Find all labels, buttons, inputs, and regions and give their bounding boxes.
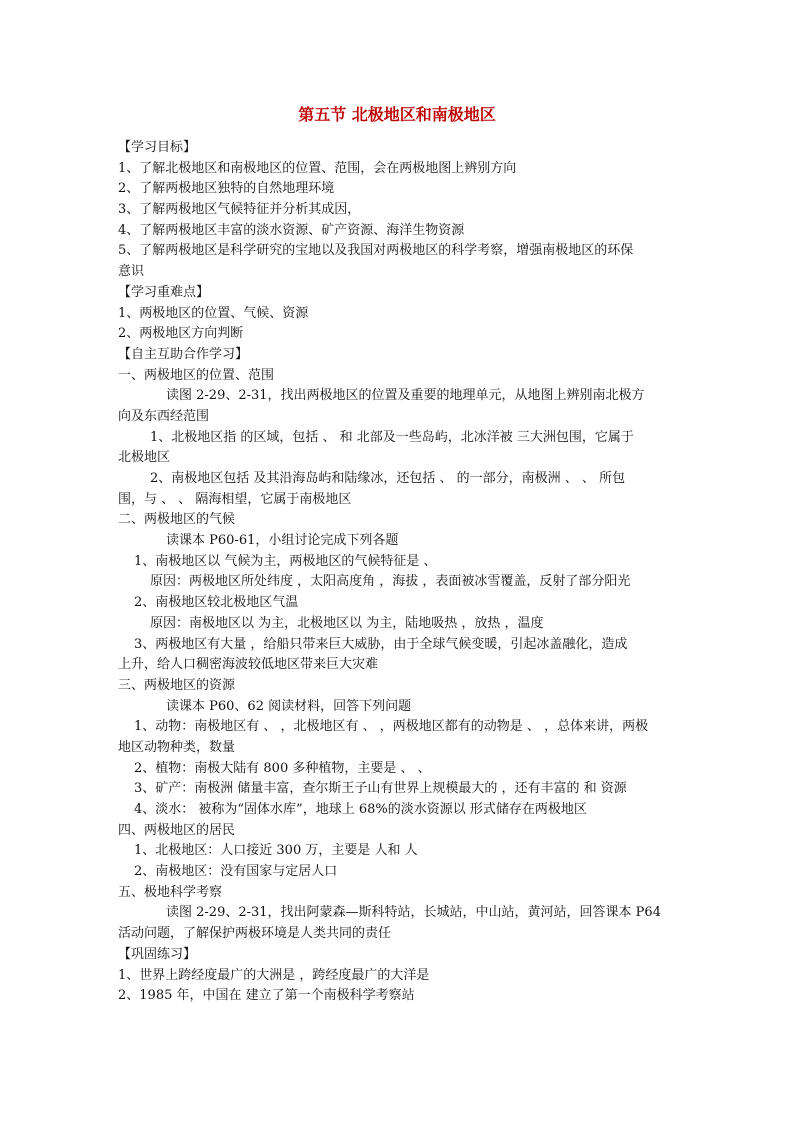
- question-item-continued: 地区动物种类，数量: [118, 739, 236, 755]
- key-point-item: 1、两极地区的位置、气候、资源: [118, 305, 309, 321]
- practice-item: 2、1985 年，中国在 建立了第一个南极科学考察站: [118, 988, 415, 1004]
- part-heading-climate: 二、两极地区的气候: [118, 512, 236, 528]
- objective-item: 3、了解两极地区气候特征并分析其成因，: [118, 202, 361, 218]
- reason-text: 原因：南极地区以 为主，北极地区以 为主，陆地吸热 ，放热 ，温度: [150, 615, 544, 631]
- key-point-item: 2、两极地区方向判断: [118, 326, 244, 342]
- question-item-continued: 上升，给人口稠密海波较低地区带来巨大灾难: [118, 657, 379, 673]
- question-item: 2、南极地区较北极地区气温: [134, 595, 299, 611]
- instruction-text-continued: 活动问题，了解保护两极环境是人类共同的责任: [118, 926, 392, 942]
- question-item: 1、北极地区指 的区域，包括 、 和 北部及一些岛屿，北冰洋被 三大洲包围，它属于: [150, 429, 634, 445]
- part-heading-research: 五、极地科学考察: [118, 884, 223, 900]
- instruction-text: 读图 2-29、2-31，找出两极地区的位置及重要的地理单元，从地图上辨别南北极方: [166, 388, 645, 404]
- part-heading-location: 一、两极地区的位置、范围: [118, 367, 275, 383]
- section-heading-practice: 【巩固练习】: [118, 946, 197, 962]
- objective-item: 5、了解两极地区是科学研究的宝地以及我国对两极地区的科学考察，增强南极地区的环保: [118, 243, 634, 259]
- page-title: 第五节 北极地区和南极地区: [298, 105, 496, 124]
- objective-item-continued: 意识: [118, 264, 145, 280]
- document-body: [118, 138, 678, 1007]
- instruction-text: 读课本 P60-61，小组讨论完成下列各题: [166, 533, 399, 549]
- objective-item: 1、了解北极地区和南极地区的位置、范围，会在两极地图上辨别方向: [118, 160, 517, 176]
- part-heading-residents: 四、两极地区的居民: [118, 822, 236, 838]
- section-heading-cooperative-study: 【自主互助合作学习】: [118, 346, 249, 362]
- instruction-text-continued: 向及东西经范围: [118, 408, 210, 424]
- instruction-text: 读课本 P60、62 阅读材料，回答下列问题: [166, 698, 412, 714]
- question-item: 2、南极地区包括 及其沿海岛屿和陆缘冰，还包括 、 的一部分，南极洲 、 、 所包: [150, 471, 626, 486]
- objective-item: 2、了解两极地区独特的自然地理环境: [118, 181, 335, 197]
- part-heading-resources: 三、两极地区的资源: [118, 677, 236, 693]
- question-item: 3、两极地区有大量 ，给船只带来巨大威胁，由于全球气候变暖，引起冰盖融化，造成: [134, 636, 628, 652]
- question-item: 2、南极地区：没有国家与定居人口: [134, 864, 338, 880]
- reason-text: 原因：两极地区所处纬度 ，太阳高度角 ，海拔 ，表面被冰雪覆盖，反射了部分阳光: [150, 574, 631, 590]
- question-item: 2、植物：南极大陆有 800 多种植物，主要是 、 、: [134, 760, 431, 776]
- question-item: 4、淡水： 被称为“固体水库”，地球上 68%的淡水资源以 形式储存在两极地区: [134, 802, 587, 817]
- objective-item: 4、了解两极地区丰富的淡水资源、矿产资源、海洋生物资源: [118, 222, 465, 238]
- question-item: 3、矿产：南极洲 储量丰富，查尔斯王子山有世界上规模最大的 ，还有丰富的 和 资源: [134, 781, 627, 797]
- question-item: 1、南极地区以 气候为主，两极地区的气候特征是 、: [134, 553, 437, 569]
- section-heading-objectives: 【学习目标】: [118, 140, 197, 155]
- section-heading-key-points: 【学习重难点】: [118, 284, 210, 300]
- question-item-continued: 围，与 、 、 隔海相望，它属于南极地区: [118, 491, 352, 507]
- practice-item: 1、世界上跨经度最广的大洲是 ，跨经度最广的大洋是: [118, 967, 430, 983]
- question-item: 1、动物：南极地区有 、 ，北极地区有 、 ，两极地区都有的动物是 、 ，总体来讲，两极: [134, 719, 649, 735]
- question-item-continued: 北极地区: [118, 450, 171, 466]
- instruction-text: 读图 2-29、2-31，找出阿蒙森—斯科特站，长城站，中山站，黄河站，回答课本 P64: [166, 905, 661, 921]
- question-item: 1、北极地区：人口接近 300 万，主要是 人和 人: [134, 843, 418, 859]
